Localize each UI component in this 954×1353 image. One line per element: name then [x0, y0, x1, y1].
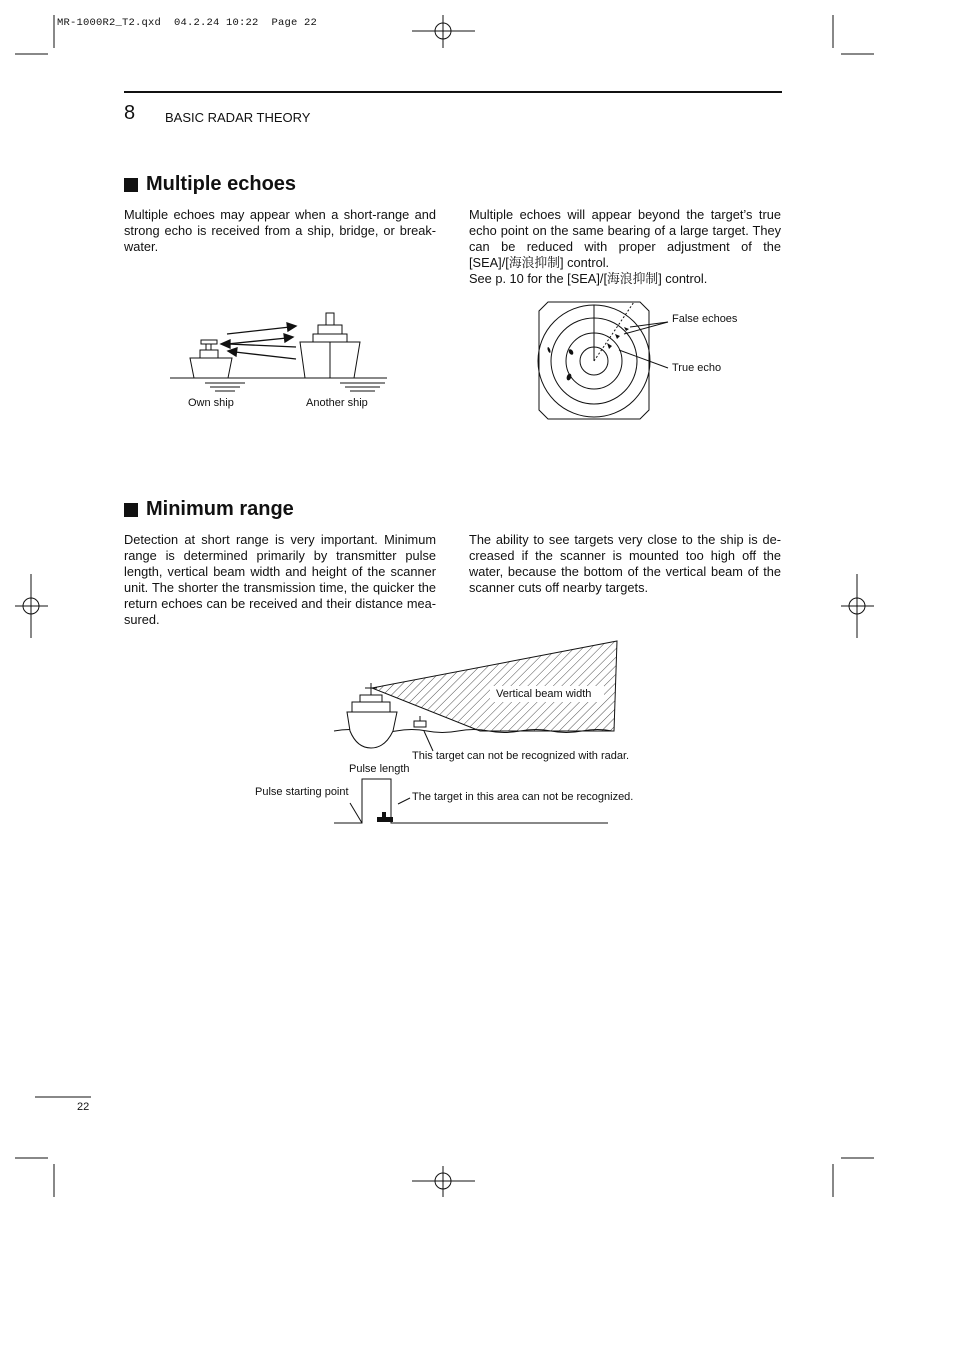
file-header: MR-1000R2_T2.qxd 04.2.24 10:22 Page 22 — [57, 17, 318, 29]
paragraph-multiple-echoes-left: Multiple echoes may appear when a short-range and strong echo is received from a ship, bridge, or break-water. — [124, 207, 436, 254]
page-number: 22 — [77, 1101, 90, 1113]
label-pulse-length: Pulse length — [349, 763, 410, 775]
heading-text: Multiple echoes — [146, 173, 297, 195]
chapter-number: 8 — [124, 102, 136, 124]
heading-text: Minimum range — [146, 498, 294, 520]
paragraph-minimum-range-left: Detection at short range is very important. Minimum range is determined primarily by transmitter pulse length, vertical beam width and height of the scanner unit. The shorter the transmission time, the quicker the return echoes can be received and their distance mea-sured. — [124, 532, 436, 627]
label-cannot-recognize: This target can not be recognized with radar. — [412, 750, 630, 762]
label-false-echoes: False echoes — [672, 313, 738, 325]
label-true-echo: True echo — [672, 362, 722, 374]
label-own-ship: Own ship — [188, 397, 234, 409]
chapter-title: BASIC RADAR THEORY — [165, 110, 311, 125]
paragraph-minimum-range-right: The ability to see targets very close to the ship is de-creased if the scanner is mounted too high off the water, because the bottom of the vertical beam of the scanner cuts off nearby targets. — [469, 532, 781, 595]
paragraph-multiple-echoes-right: Multiple echoes will appear beyond the target’s true echo point on the same bearing of a large target. They can be reduced with proper adjustment of the [SEA]/[海浪抑制] control. See p. 10 for the [SEA]/[海浪抑制] control. — [469, 207, 781, 286]
label-another-ship: Another ship — [306, 397, 368, 409]
label-vertical-beam-width: Vertical beam width — [496, 688, 592, 700]
label-area-not-recognized: The target in this area can not be recognized. — [412, 791, 634, 803]
label-pulse-start: Pulse starting point — [255, 786, 349, 798]
